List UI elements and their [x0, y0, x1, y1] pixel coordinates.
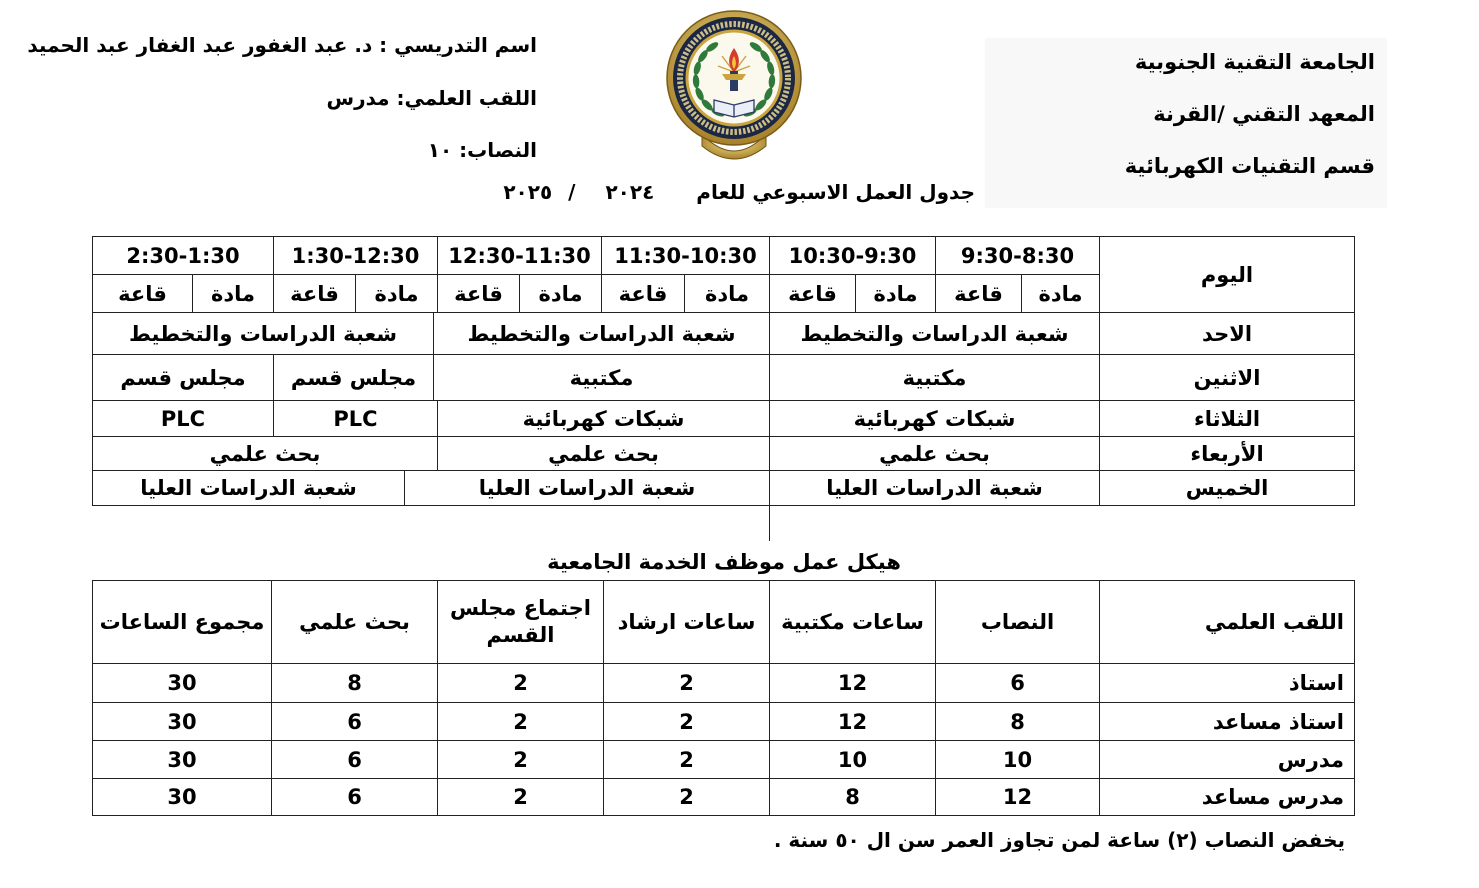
day-cell: الخميس	[1099, 471, 1354, 506]
room-subheader: قاعة	[935, 275, 1021, 313]
column-header-total-hours: مجموع الساعات	[92, 581, 271, 664]
staff-structure-header-row	[92, 581, 1354, 664]
schedule-entry: PLC	[273, 401, 437, 437]
instructor-academic-title: اللقب العلمي: مدرس	[326, 86, 537, 110]
table-cell: 8	[769, 779, 935, 816]
schedule-entry: PLC	[92, 401, 273, 437]
academic-year-separator: /	[568, 180, 576, 204]
subject-subheader: مادة	[1021, 275, 1099, 313]
column-header-department-meeting: اجتماع مجلس القسم	[437, 581, 603, 664]
schedule-entry: شعبة الدراسات العليا	[92, 471, 404, 506]
table-row	[92, 703, 1354, 741]
table-cell: 10	[935, 741, 1099, 779]
day-cell: الاحد	[1099, 313, 1354, 355]
schedule-entry: مجلس قسم	[273, 355, 433, 401]
column-header-office-hours: ساعات مكتبية	[769, 581, 935, 664]
table-cell: 30	[92, 779, 271, 816]
subheader-row	[92, 275, 1099, 313]
weekly-schedule-table	[92, 236, 1355, 506]
room-subheader: قاعة	[273, 275, 355, 313]
table-cell: 8	[935, 703, 1099, 741]
table-cell: 12	[935, 779, 1099, 816]
schedule-entry: مجلس قسم	[92, 355, 273, 401]
table-cell: 2	[437, 703, 603, 741]
column-header-academic-title: اللقب العلمي	[1099, 581, 1354, 664]
table-cell: 2	[603, 664, 769, 703]
schedule-entry: شبكات كهربائية	[437, 401, 769, 437]
table-cell: 2	[437, 741, 603, 779]
subject-subheader: مادة	[355, 275, 437, 313]
time-slot-header: 2:30-1:30	[92, 237, 273, 275]
time-slot-header: 9:30-8:30	[935, 237, 1099, 275]
schedule-entry: شعبة الدراسات والتخطيط	[769, 313, 1099, 355]
table-cell: 6	[271, 703, 437, 741]
room-subheader: قاعة	[92, 275, 192, 313]
time-slot-headers	[92, 237, 1099, 313]
schedule-entry: مكتبية	[769, 355, 1099, 401]
table-cell: 8	[271, 664, 437, 703]
column-header-advising-hours: ساعات ارشاد	[603, 581, 769, 664]
academic-title-cell: استاذ مساعد	[1099, 703, 1354, 741]
subject-subheader: مادة	[684, 275, 769, 313]
schedule-entry: شعبة الدراسات العليا	[769, 471, 1099, 506]
schedule-entry: بحث علمي	[437, 437, 769, 471]
schedule-entry: شعبة الدراسات والتخطيط	[92, 313, 433, 355]
academic-title-cell: مدرس مساعد	[1099, 779, 1354, 816]
university-logo	[664, 8, 804, 164]
schedule-row-wednesday	[92, 437, 1354, 471]
table-row	[92, 779, 1354, 816]
day-cell: الاثنين	[1099, 355, 1354, 401]
table-cell: 30	[92, 741, 271, 779]
table-cell: 12	[769, 664, 935, 703]
staff-structure-title: هيكل عمل موظف الخدمة الجامعية	[547, 550, 901, 574]
schedule-entry: بحث علمي	[769, 437, 1099, 471]
department-name: قسم التقنيات الكهربائية	[1124, 154, 1375, 178]
academic-title-cell: مدرس	[1099, 741, 1354, 779]
schedule-header-row	[92, 237, 1354, 313]
staff-structure-table	[92, 580, 1355, 816]
divider-line	[769, 505, 770, 541]
footnote: يخفض النصاب (٢) ساعة لمن تجاوز العمر سن ال ٥٠ سنة .	[773, 828, 1345, 852]
schedule-row-sunday	[92, 313, 1354, 355]
table-cell: 6	[935, 664, 1099, 703]
table-cell: 12	[769, 703, 935, 741]
schedule-entry: مكتبية	[433, 355, 769, 401]
room-subheader: قاعة	[769, 275, 855, 313]
schedule-entry: بحث علمي	[92, 437, 437, 471]
schedule-title	[503, 177, 975, 207]
table-cell: 2	[437, 779, 603, 816]
time-slot-header: 1:30-12:30	[273, 237, 437, 275]
schedule-row-monday	[92, 355, 1354, 401]
time-slot-header: 11:30-10:30	[601, 237, 769, 275]
schedule-title-label: جدول العمل الاسبوعي للعام	[696, 180, 975, 204]
schedule-entry: شعبة الدراسات العليا	[404, 471, 769, 506]
table-row	[92, 741, 1354, 779]
table-cell: 30	[92, 664, 271, 703]
table-cell: 6	[271, 779, 437, 816]
schedule-entry: شعبة الدراسات والتخطيط	[433, 313, 769, 355]
room-subheader: قاعة	[437, 275, 519, 313]
schedule-entry: شبكات كهربائية	[769, 401, 1099, 437]
column-header-research: بحث علمي	[271, 581, 437, 664]
table-cell: 10	[769, 741, 935, 779]
schedule-row-thursday	[92, 471, 1354, 506]
university-name: الجامعة التقنية الجنوبية	[1134, 50, 1375, 74]
column-header-teaching-load: النصاب	[935, 581, 1099, 664]
subject-subheader: مادة	[519, 275, 601, 313]
table-row	[92, 664, 1354, 703]
table-cell: 2	[603, 741, 769, 779]
instructor-name: اسم التدريسي : د. عبد الغفور عبد الغفار عبد الحميد	[27, 33, 537, 57]
subject-subheader: مادة	[855, 275, 935, 313]
day-cell: الثلاثاء	[1099, 401, 1354, 437]
institute-name: المعهد التقني /القرنة	[1153, 102, 1375, 126]
subject-subheader: مادة	[192, 275, 273, 313]
instructor-teaching-load: النصاب: ١٠	[427, 138, 537, 162]
table-cell: 2	[437, 664, 603, 703]
time-slot-header: 10:30-9:30	[769, 237, 935, 275]
academic-title-cell: استاذ	[1099, 664, 1354, 703]
academic-year-end: ٢٠٢٥	[503, 180, 553, 204]
day-column-header: اليوم	[1099, 237, 1354, 313]
time-slot-header: 12:30-11:30	[437, 237, 601, 275]
schedule-row-tuesday	[92, 401, 1354, 437]
time-slot-row	[92, 237, 1099, 275]
table-cell: 2	[603, 703, 769, 741]
academic-year-start: ٢٠٢٤	[605, 180, 655, 204]
day-cell: الأربعاء	[1099, 437, 1354, 471]
table-cell: 6	[271, 741, 437, 779]
room-subheader: قاعة	[601, 275, 684, 313]
table-cell: 2	[603, 779, 769, 816]
table-cell: 30	[92, 703, 271, 741]
